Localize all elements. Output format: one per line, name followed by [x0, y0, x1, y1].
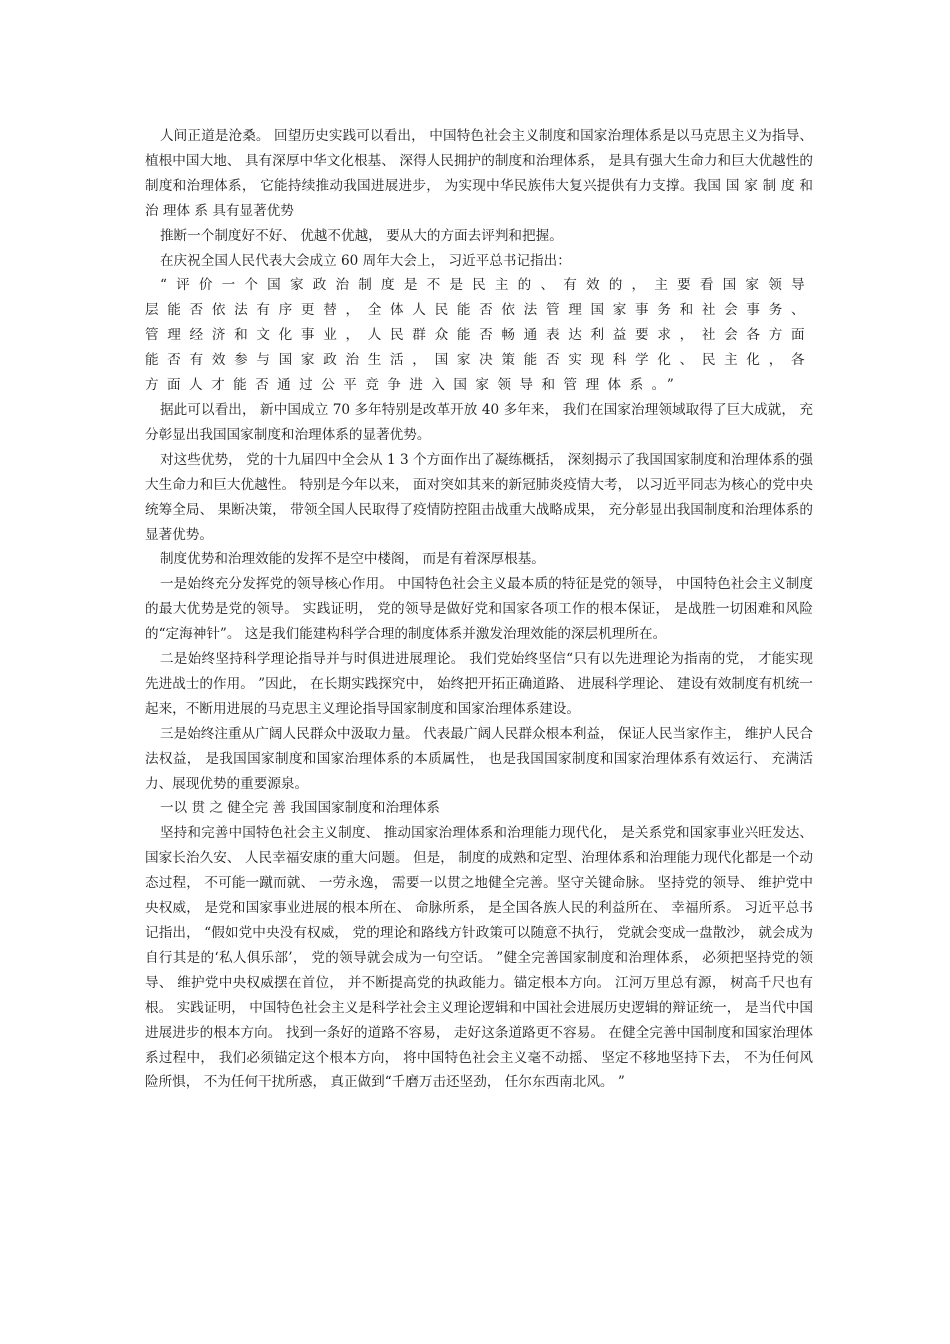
- paragraph-quote: “评价一个国家政治制度是不是民主的、有效的，主要看国家领导层能否依法有序更替，全体人民能否依法管理国家事务和社会事务、管理经济和文化事业，人民群众能否畅通表达利益要求，社会各方面能否有效参与国家政治生活，国家决策能否实现科学化、民主化，各方面人才能否通过公平竞争进入国家领导和管理体系。”: [145, 277, 813, 394]
- document-page: [145, 124, 813, 1095]
- paragraph-plenary: 对这些优势， 党的十九届四中全会从 1 3 个方面作出了凝练概括， 深刻揭示了我国国家制度和治理体系的强大生命力和巨大优越性。 特别是今年以来， 面对突如其来的新冠肺炎疫情大考， 以习近平同志为核心的党中央统筹全局、 果断决策， 带领全国人民取得了疫情防控阻击战重大战略成果， 充分彰显出我国制度和治理体系的显著优势。: [145, 451, 813, 543]
- paragraph-improve: 坚持和完善中国特色社会主义制度、 推动国家治理体系和治理能力现代化， 是关系党和国家事业兴旺发达、 国家长治久安、 人民幸福安康的重大问题。 但是， 制度的成熟和定型、治理体系和治理能力现代化都是一个动态过程， 不可能一蹴而就、 一劳永逸， 需要一以贯之地健全完善。坚守关键命脉。 坚持党的领导、 维护党中央权威， 是党和国家事业进展的根本所在、 命脉所系， 是全国各族人民的利益所在、 幸福所系。 习近平总书记指出， “假如党中央没有权威， 党的理论和路线方针政策可以随意不执行， 党就会变成一盘散沙， 就会成为自行其是的‘私人俱乐部’， 党的领导就会成为一句空话。 ”健全完善国家制度和治理体系， 必须把坚持党的领导、 维护党中央权威摆在首位， 并不断提高党的执政能力。锚定根本方向。 江河万里总有源， 树高千尺也有根。 实践证明， 中国特色社会主义是科学社会主义理论逻辑和中国社会进展历史逻辑的辩证统一， 是当代中国进展进步的根本方向。 找到一条好的道路不容易， 走好这条道路更不容易。 在健全完善中国制度和国家治理体系过程中， 我们必须锚定这个根本方向， 将中国特色社会主义毫不动摇、 坚定不移地坚持下去， 不为任何风险所惧， 不为任何干扰所惑， 真正做到“千磨万击还坚劲， 任尔东西南北风。 ”: [145, 825, 813, 1091]
- paragraph-intro: 人间正道是沧桑。 回望历史实践可以看出， 中国特色社会主义制度和国家治理体系是以马克思主义为指导、 植根中国大地、 具有深厚中华文化根基、 深得人民拥护的制度和治理体系， 是具有强大生命力和巨大优越性的制度和治理体系， 它能持续推动我国进展进步， 为实现中华民族伟大复兴提供有力支撑。我国 国 家 制 度 和 治 理体 系 具有显著优势: [145, 128, 813, 219]
- section-heading: 一以 贯 之 健全完 善 我国国家制度和治理体系: [159, 800, 440, 817]
- paragraph-point-two: 二是始终坚持科学理论指导并与时俱进进展理论。 我们党始终坚信“只有以先进理论为指南的党， 才能实现先进战士的作用。 ”因此， 在长期实践探究中， 始终把开拓正确道路、 进展科学理论、 建设有效制度有机统一起来，不断用进展的马克思主义理论指导国家制度和国家治理体系建设。: [145, 651, 813, 717]
- paragraph-point-three: 三是始终注重从广阔人民群众中汲取力量。 代表最广阔人民群众根本利益， 保证人民当家作主， 维护人民合法权益， 是我国国家制度和国家治理体系的本质属性， 也是我国国家制度和国家治理体系有效运行、 充满活力、展现优势的重要源泉。: [145, 725, 813, 792]
- paragraph-judgement: 推断一个制度好不好、 优越不优越， 要从大的方面去评判和把握。: [159, 227, 563, 244]
- paragraph-achievements: 据此可以看出， 新中国成立 70 多年特别是改革开放 40 多年来， 我们在国家治理领域取得了巨大成就， 充分彰显出我国国家制度和治理体系的显著优势。: [145, 401, 813, 443]
- paragraph-foundation: 制度优势和治理效能的发挥不是空中楼阁， 而是有着深厚根基。: [159, 551, 545, 568]
- paragraph-anniversary: 在庆祝全国人民代表大会成立 60 周年大会上， 习近平总书记指出：: [159, 252, 571, 269]
- paragraph-point-one: 一是始终充分发挥党的领导核心作用。 中国特色社会主义最本质的特征是党的领导， 中国特色社会主义制度的最大优势是党的领导。 实践证明， 党的领导是做好党和国家各项工作的根本保证， 是战胜一切困难和风险的“定海神针”。 这是我们能建构科学合理的制度体系并激发治理效能的深层机理所在。: [145, 576, 813, 643]
